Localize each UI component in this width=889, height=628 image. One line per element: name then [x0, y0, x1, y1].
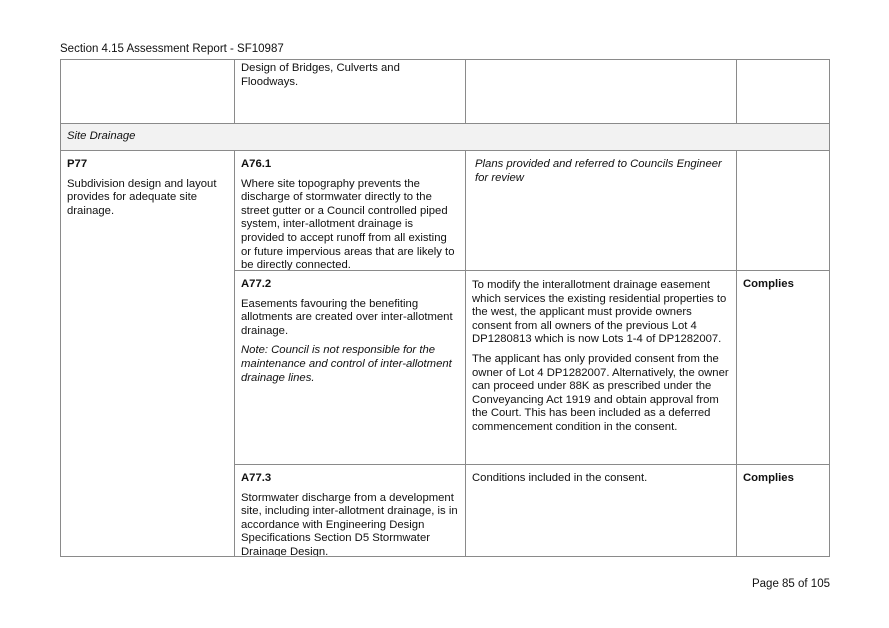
a772-note: Note: Council is not responsible for the maintenance and control of inter-allotment drainage lines. [241, 344, 452, 384]
row1-compliance-cell [736, 59, 830, 124]
a773-code: A77.3 [241, 472, 272, 484]
a772-compliance: Complies [743, 278, 794, 290]
a761-comment: Plans provided and referred to Councils Engineer for review [475, 158, 722, 184]
row1-control-cell [234, 59, 466, 124]
row1-comment-cell [465, 59, 737, 124]
row1-performance-cell [60, 59, 235, 124]
a772-text: Easements favouring the benefiting allotments are created over inter-allotment drainage. [241, 297, 453, 337]
a773-compliance: Complies [743, 472, 794, 484]
a773-compliance-cell [736, 464, 830, 557]
a761-control-cell [234, 150, 466, 271]
a761-text: Where site topography prevents the discharge of stormwater directly to the street gutter or a Council controlled piped system, inter-allotment drainage is provided to accept runoff from all existing or future impervious areas that are likely to be directly connected. [241, 177, 455, 271]
section-title: Site Drainage [67, 130, 136, 142]
a773-control-cell [234, 464, 466, 557]
a773-text: Stormwater discharge from a development site, including inter-allotment drainage, is in accordance with Engineering Design Specifications Section D5 Stormwater Drainage Design. [241, 491, 458, 557]
a772-compliance-cell [736, 270, 830, 465]
a773-comment-cell [465, 464, 737, 557]
p77-code: P77 [67, 158, 88, 170]
a772-comment-2: The applicant has only provided consent from the owner of Lot 4 DP1282007. Alternatively, the owner can proceed under 88K as prescribed under the Conveyancing Act 1919 and obtain approval from the Court. This has been included as a deferred commencement condition in the consent. [472, 352, 729, 433]
section-header-row [60, 123, 830, 151]
report-header: Section 4.15 Assessment Report - SF10987 [60, 43, 284, 55]
p77-description: Subdivision design and layout provides for adequate site drainage. [67, 177, 217, 217]
a772-comment-1: To modify the interallotment drainage easement which services the existing residential properties to the west, the applicant must provide owners consent from all owners of the previous Lot 4 DP1280813 which is now Lots 1-4 of DP1282007. [472, 279, 727, 346]
a772-control-cell [234, 270, 466, 465]
a761-comment-cell [465, 150, 737, 271]
row1-control-text: Design of Bridges, Culverts and Floodways. [241, 62, 400, 88]
a773-comment: Conditions included in the consent. [472, 472, 648, 484]
a772-code: A77.2 [241, 278, 272, 290]
a772-comment-cell [465, 270, 737, 465]
p77-cell [60, 150, 235, 557]
a761-compliance-cell [736, 150, 830, 271]
a761-code: A76.1 [241, 158, 272, 170]
page-number: Page 85 of 105 [751, 578, 830, 590]
